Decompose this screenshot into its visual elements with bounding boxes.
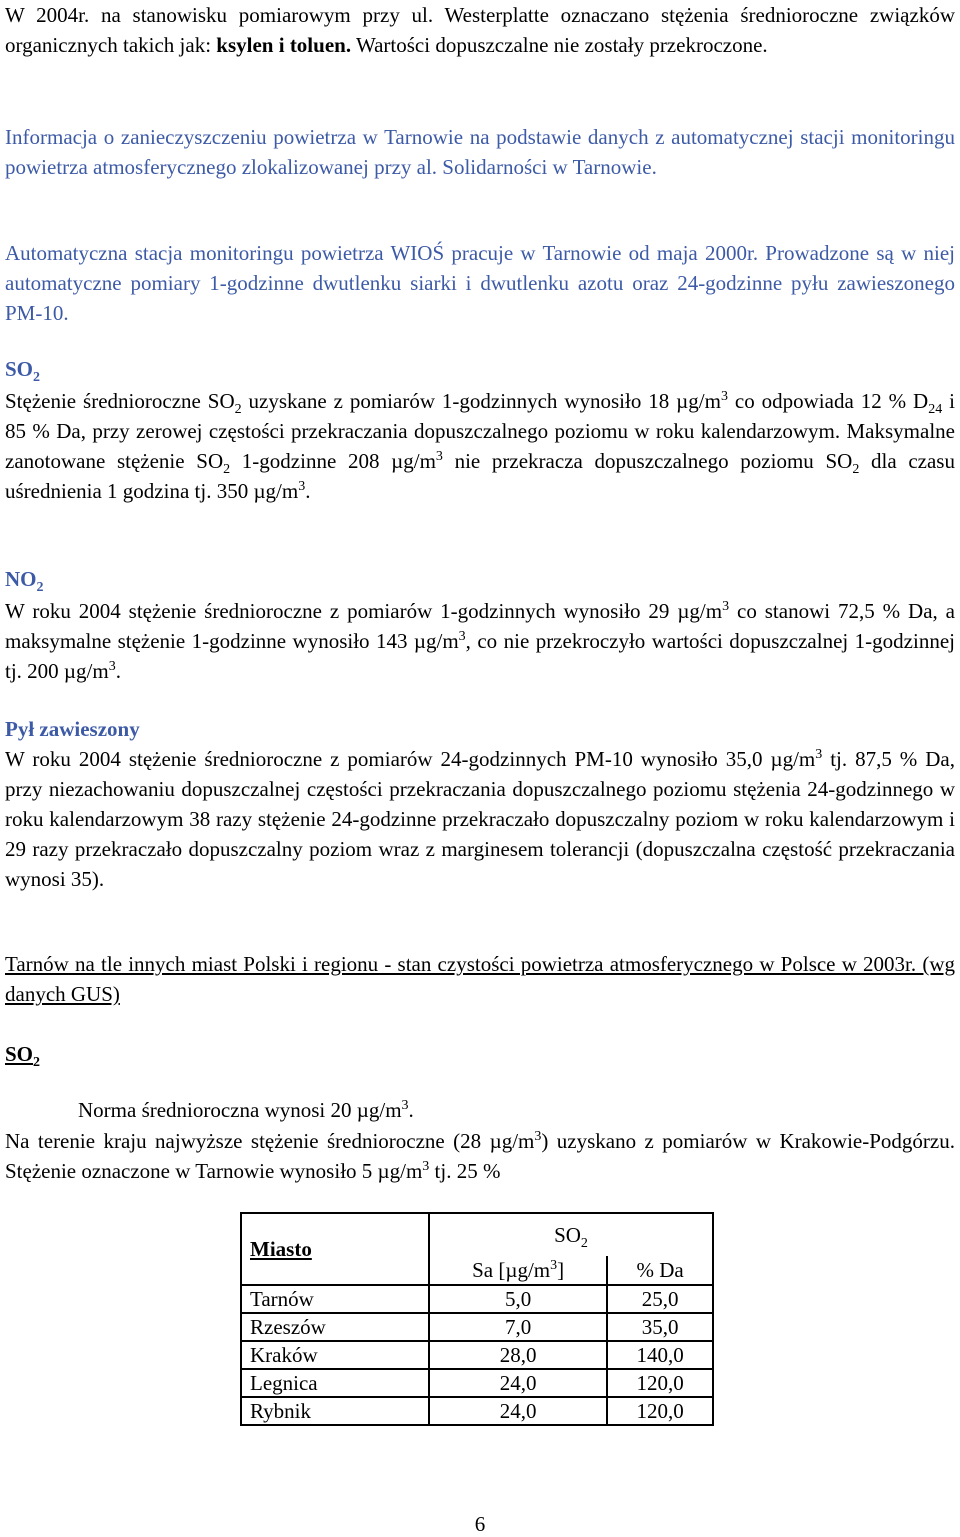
table-row [241, 1313, 713, 1341]
norma-line: Norma średnioroczna wynosi 20 $\mu g/m^3$. [78, 1098, 414, 1122]
header-city: Miasto [241, 1213, 429, 1285]
cell-da: 120,0 [607, 1369, 713, 1397]
so2-cities-table [240, 1212, 714, 1426]
cell-city: Legnica [241, 1369, 429, 1397]
cell-city: Kraków [241, 1341, 429, 1369]
no2-heading: $NO_2$ [5, 567, 44, 595]
bold-compounds: ksylen i toluen. [216, 33, 352, 57]
text-span: W 2004r. na stanowisku pomiarowym przy ul. Westerplatte oznaczano stężenia średnioroczne związków organicznych takich jak: [5, 3, 955, 57]
cell-sa: 7,0 [429, 1313, 607, 1341]
cell-city: Tarnów [241, 1285, 429, 1313]
paragraph-no2: W roku 2004 stężenie średnioroczne z pomiarów 1-godzinnych wynosiło 29 $\mu g/m^3$ co stanowi 72,5 % Da, a maksymalne stężenie 1-godzinne wynosiło 143 $\mu g/m^3$, co nie przekroczyło wartości dopuszczalnej 1-godzinnej tj. 200 $\mu g/m^3$. [5, 599, 955, 683]
cell-city: Rybnik [241, 1397, 429, 1425]
cell-da: 140,0 [607, 1341, 713, 1369]
text-span: Wartości dopuszczalne nie zostały przekroczone. [351, 33, 768, 57]
page-number: 6 [474, 1512, 486, 1536]
cell-sa: 24,0 [429, 1369, 607, 1397]
cell-da: 25,0 [607, 1285, 713, 1313]
pm-heading: Pył zawieszony [5, 717, 140, 741]
paragraph-station: Automatyczna stacja monitoringu powietrza WIOŚ pracuje w Tarnowie od maja 2000r. Prowadzone są w niej automatyczne pomiary 1-godzinne dwutlenku siarki i dwutlenku azotu oraz 24-godzinne pyłu zawieszonego PM-10. [5, 241, 955, 325]
header-da: % Da [607, 1256, 713, 1285]
paragraph-so2: Stężenie średnioroczne $SO_2$ uzyskane z pomiarów 1-godzinnych wynosiło 18 $\mu g/m^3$ co odpowiada 12 % $D_{24}$ i 85 % Da, przy zerowej częstości przekraczania dopuszczalnego poziomu w roku kalendarzowym. Maksymalne zanotowane stężenie $SO_2$ 1-godzinne 208 $\mu g/m^3$ nie przekracza dopuszczalnego poziomu $SO_2$ dla czasu uśrednienia 1 godzina tj. 350 $\mu g/m^3$. [5, 389, 955, 503]
paragraph-comparison: Na terenie kraju najwyższe stężenie średnioroczne (28 $\mu g/m^3$) uzyskano z pomiarów w Krakowie-Podgórzu. Stężenie oznaczone w Tarnowie wynosiło 5 $\mu g/m^3$ tj. 25 % [5, 1129, 955, 1183]
cell-city: Rzeszów [241, 1313, 429, 1341]
table-row [241, 1341, 713, 1369]
paragraph-pm: W roku 2004 stężenie średnioroczne z pomiarów 24-godzinnych PM-10 wynosiło 35,0 $\mu g/m^3$ tj. 87,5 % Da, przy niezachowaniu dopuszczalnej częstości przekraczania dopuszczalnego poziomu stężenia 24-godzinnego w roku kalendarzowym 38 razy stężenie 24-godzinne przekraczało dopuszczalny poziom w roku kalendarzowym i 29 razy przekraczało dopuszczalny poziom wraz z marginesem tolerancji (dopuszczalna częstość przekraczania wynosi 35). [5, 747, 955, 891]
cell-da: 120,0 [607, 1397, 713, 1425]
table-row [241, 1397, 713, 1425]
table-row [241, 1369, 713, 1397]
comparison-so2-heading: $SO_2$ [5, 1042, 41, 1070]
cell-sa: 28,0 [429, 1341, 607, 1369]
cell-da: 35,0 [607, 1313, 713, 1341]
cell-sa: 24,0 [429, 1397, 607, 1425]
header-sa: Sa $[\mu g/m^3]$ [429, 1256, 607, 1285]
table-header-row [241, 1213, 713, 1256]
so2-heading: $SO_2$ [5, 357, 41, 385]
cell-sa: 5,0 [429, 1285, 607, 1313]
paragraph-organic-compounds [5, 0, 955, 60]
header-so2-group: $SO_2$ [429, 1213, 713, 1256]
table-row [241, 1285, 713, 1313]
comparison-title: Tarnów na tle innych miast Polski i regionu - stan czystości powietrza atmosferycznego w Polsce w 2003r. (wg danych GUS) [5, 952, 955, 1006]
paragraph-info-intro: Informacja o zanieczyszczeniu powietrza w Tarnowie na podstawie danych z automatycznej stacji monitoringu powietrza atmosferycznego zlokalizowanej przy al. Solidarności w Tarnowie. [5, 125, 955, 179]
